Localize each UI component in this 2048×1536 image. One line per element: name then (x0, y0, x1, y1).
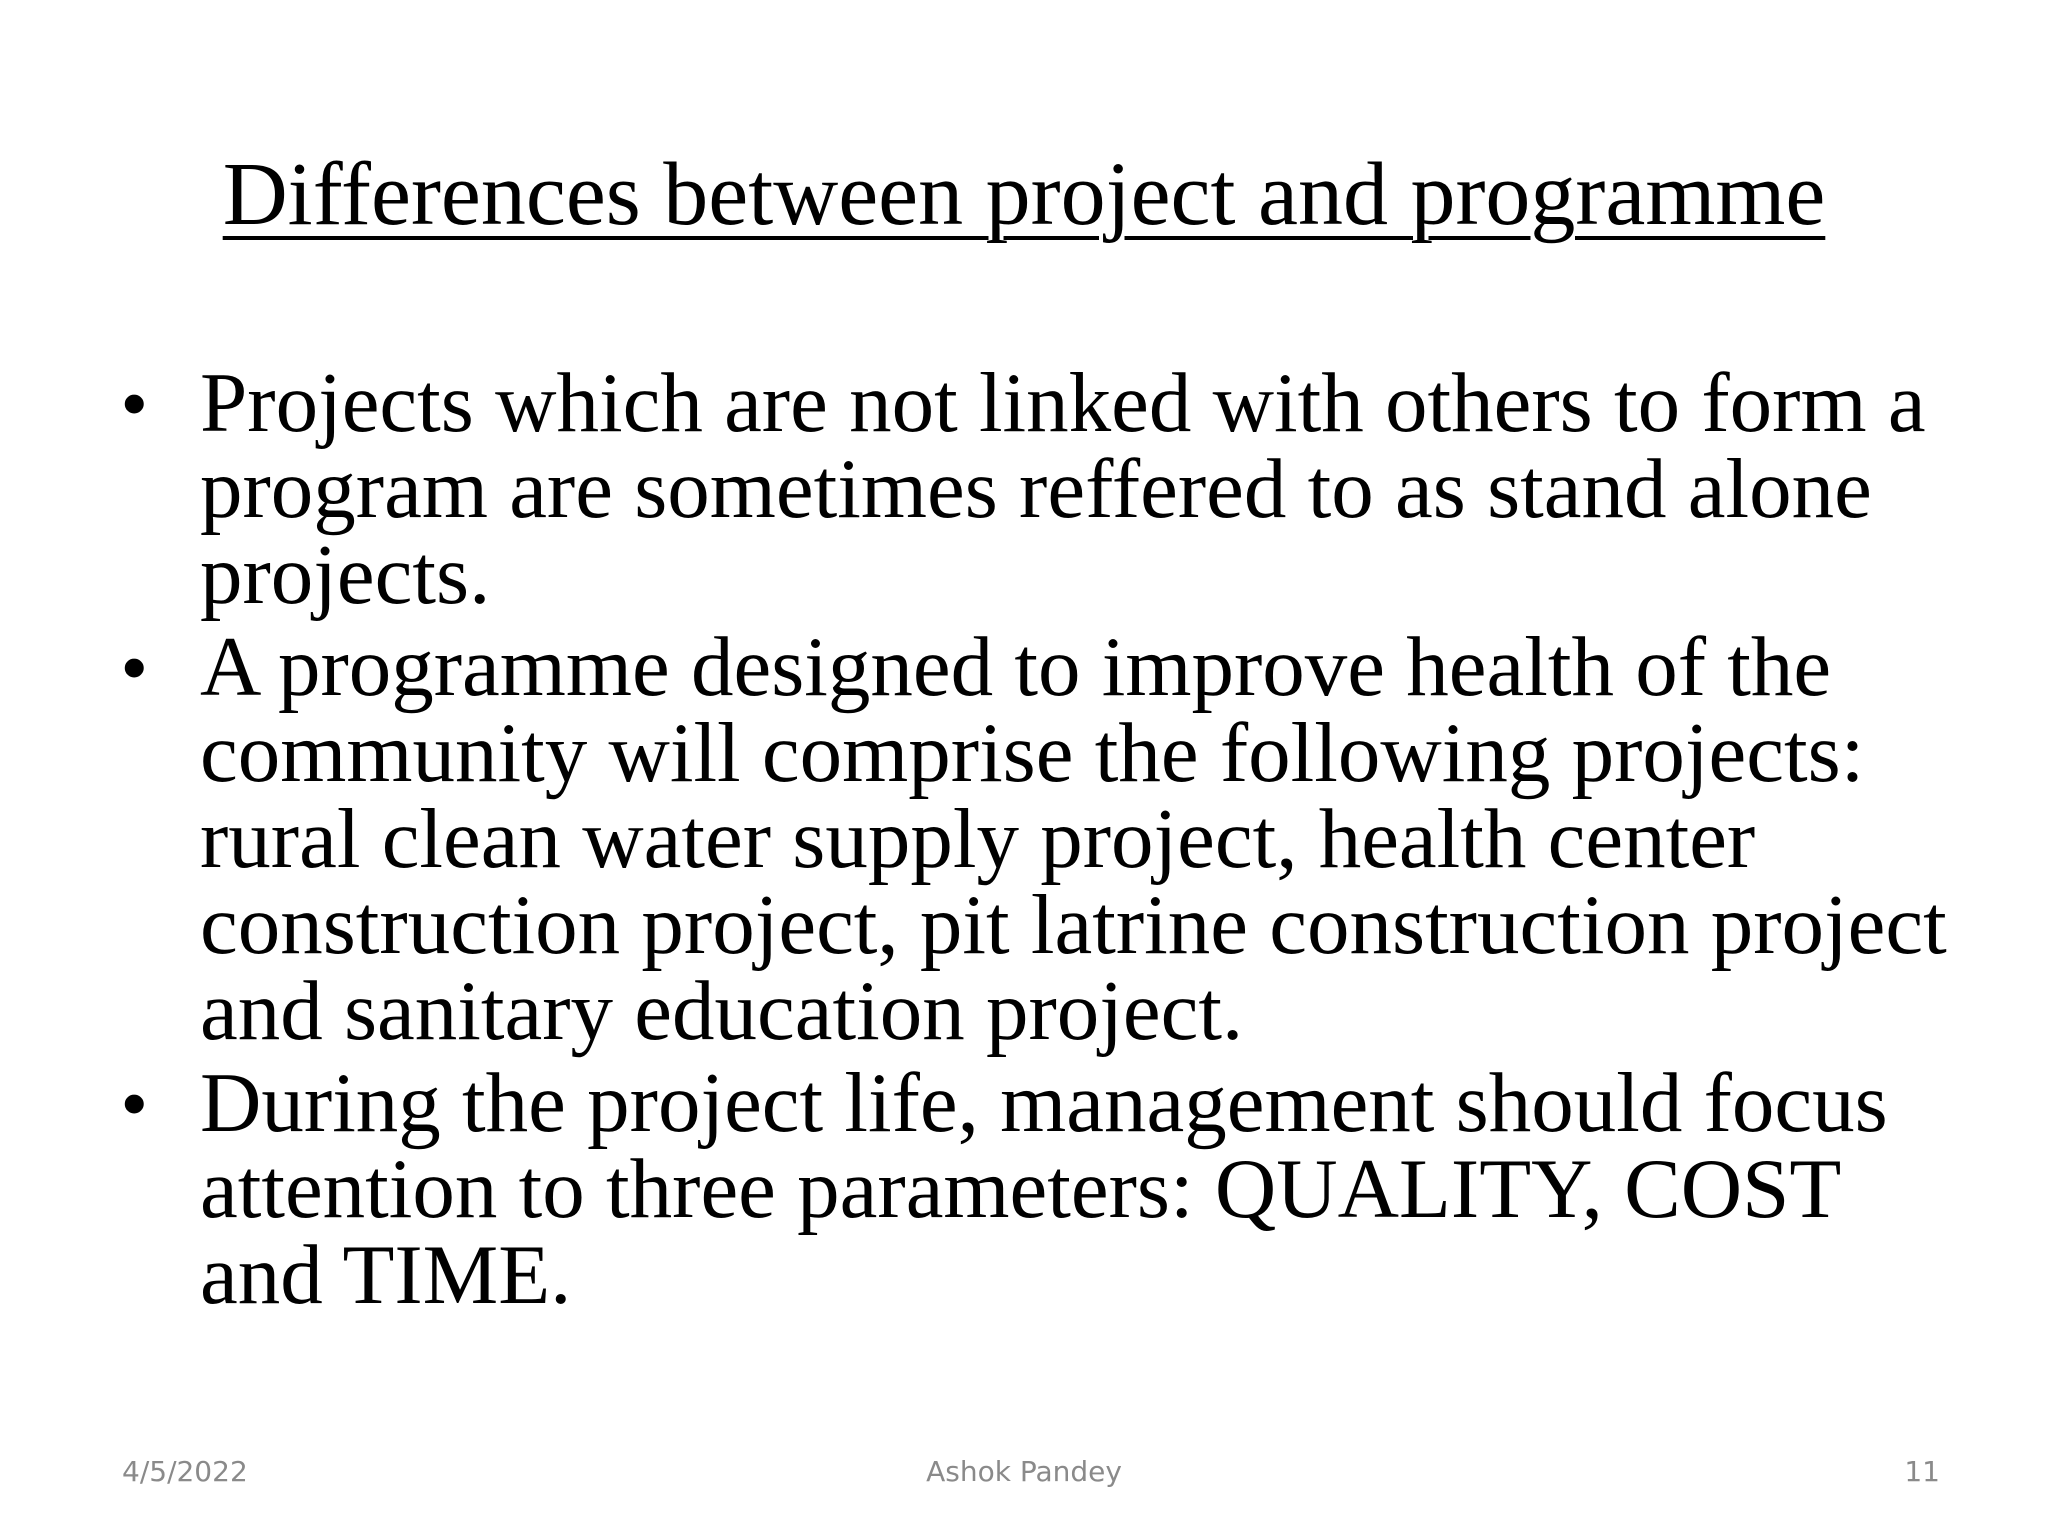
bullet-item (122, 620, 1960, 1058)
footer-author: Ashok Pandey (926, 1455, 1122, 1488)
bullet-list (122, 356, 1960, 1324)
footer-date: 4/5/2022 (122, 1455, 248, 1488)
bullet-text: During the project life, management should focus attention to three parameters: QUALITY, COST and TIME. (200, 1056, 1888, 1322)
slide-title: Differences between project and programme (222, 145, 1826, 244)
bullet-text: Projects which are not linked with others to form a program are sometimes reffered to as stand alone projects. (200, 356, 1926, 622)
bullet-item (122, 1056, 1960, 1322)
bullet-text: A programme designed to improve health of the community will comprise the following projects: rural clean water supply project, health center construction project, pit latrine construction project and sanitary education project. (200, 620, 1947, 1058)
footer-page-number: 11 (1904, 1455, 1940, 1488)
bullet-icon: • (122, 1064, 147, 1142)
bullet-icon: • (122, 628, 147, 706)
bullet-item (122, 356, 1960, 622)
bullet-icon: • (122, 364, 147, 442)
